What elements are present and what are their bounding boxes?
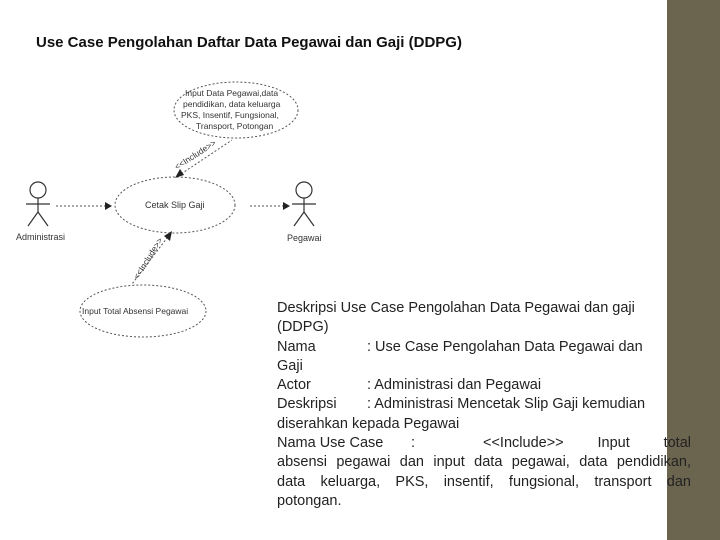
nama-uc-colon: : [411,435,416,452]
actor-pegawai-label: Pegawai [287,233,322,243]
nama-label: Nama [277,338,316,355]
deskripsi-continuation: diserahkan kepada Pegawai [277,415,460,432]
actor-administrasi-label: Administrasi [16,232,66,242]
nama-value: : Use Case Pengolahan Data Pegawai dan [367,338,643,355]
association-admin-arrowhead [105,202,112,210]
usecase-input-data-line-4: Transport, Potongan [196,121,274,131]
actor-value: : Administrasi dan Pegawai [367,377,542,394]
description-heading-code: (DDPG) [277,319,329,336]
description-heading: Deskripsi Use Case Pengolahan Data Pegawai dan gaji [277,300,635,316]
page-title: Use Case Pengolahan Daftar Data Pegawai dan Gaji (DDPG) [36,34,462,51]
usecase-input-data-line-2: pendidikan, data keluarga [183,99,281,109]
nama-uc-line-2: absensi pegawai dan input data pegawai, data pendidikan, [277,454,691,471]
description-nama-uc-row [277,434,691,453]
nama-continuation: Gaji [277,357,303,374]
deskripsi-value: : Administrasi Mencetak Slip Gaji kemudian [367,396,646,413]
description-nama-row [277,338,691,357]
usecase-input-absensi-label: Input Total Absensi Pegawai [82,306,189,316]
include-label-top: <<Include>> [172,137,218,172]
usecase-input-data-line-3: PKS, Insentif, Fungsional, [181,110,279,120]
usecase-input-data-line-1: Input Data Pegawai,data [185,88,279,98]
association-pegawai-arrowhead [283,202,290,210]
description-deskripsi-row [277,395,691,414]
use-case-description [277,299,691,511]
nama-uc-line-4: potongan. [277,492,342,509]
nama-uc-line-1-rest: <<Include>> Input total [483,435,691,452]
nama-uc-label: Nama Use Case [277,435,384,452]
deskripsi-label: Deskripsi [277,396,337,413]
nama-uc-line-3: data keluarga, PKS, insentif, fungsional, transport dan [277,473,691,490]
actor-administrasi [26,182,50,226]
include-label-bottom: <<Include>> [131,235,165,282]
usecase-cetak-slip-label: Cetak Slip Gaji [145,200,205,210]
description-actor-row [277,376,691,395]
actor-pegawai [292,182,316,226]
actor-label: Actor [277,377,311,394]
